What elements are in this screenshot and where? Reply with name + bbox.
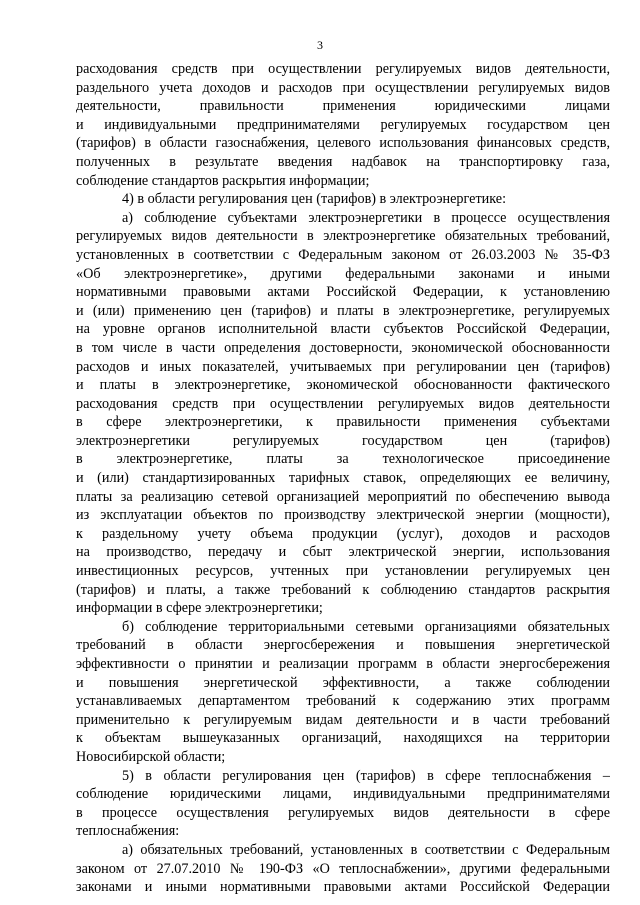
text-line: на производство, передачу и сбыт электрической энергии, использования [76, 544, 610, 561]
text-line: инвестиционных ресурсов, учтенных при установлении регулируемых цен [76, 563, 610, 580]
text-line: и (или) применению цен (тарифов) и платы в электроэнергетике, регулируемых [76, 302, 610, 319]
page-number: 3 [317, 38, 323, 52]
text-line: соблюдение стандартов раскрытия информации; [76, 172, 370, 189]
text-line: в сфере электроэнергетики, к правильности применения субъектами [76, 414, 610, 431]
text-line: деятельности, правильности применения юридическими лицами [76, 98, 610, 115]
body-text [76, 60, 610, 897]
text-line: и платы в электроэнергетике, экономической обоснованности фактического [76, 377, 610, 394]
text-line: б) соблюдение территориальными сетевыми организациями обязательных [122, 618, 610, 635]
text-line: нормативными правовыми актами Российской Федерации, к установлению [76, 284, 610, 301]
text-line: в том числе в части определения достоверности, экономической обоснованности [76, 339, 610, 356]
text-line: раздельного учета доходов и расходов при осуществлении регулируемых видов [76, 79, 610, 96]
text-line: устанавливаемых департаментом требований к содержанию этих программ [76, 693, 610, 710]
text-line: электроэнергетики регулируемых государством цен (тарифов) [76, 432, 610, 449]
text-line: а) соблюдение субъектами электроэнергетики в процессе осуществления [122, 209, 610, 226]
text-line: в процессе осуществления регулируемых видов деятельности в сфере [76, 804, 610, 821]
text-line: и (или) стандартизированных тарифных ставок, определяющих ее величину, [76, 470, 610, 487]
text-line: (тарифов) и платы, а также требований к соблюдению стандартов раскрытия [76, 581, 610, 598]
text-line: требований в области энергосбережения и повышения энергетической [76, 637, 610, 654]
text-line: информации в сфере электроэнергетики; [76, 600, 323, 617]
text-line: к объектам вышеуказанных организаций, находящихся на территории [76, 730, 610, 747]
text-line: и индивидуальными предпринимателями регулируемых государством цен [76, 116, 610, 133]
text-line: теплоснабжения: [76, 823, 180, 840]
text-line: расходования средств при осуществлении регулируемых видов деятельности [76, 395, 610, 412]
text-line: эффективности о принятии и реализации программ в области энергосбережения [76, 656, 610, 672]
text-line: (тарифов) в области газоснабжения, целевого использования финансовых средств, [76, 135, 610, 152]
text-line: применительно к регулируемым видам деятельности и в части требований [76, 711, 610, 728]
text-line: и повышения энергетической эффективности, а также соблюдении [76, 674, 610, 691]
text-line: соблюдение юридическими лицами, индивидуальными предпринимателями [76, 786, 610, 803]
text-line: расходов и иных показателей, учитываемых при регулировании цен (тарифов) [76, 358, 610, 375]
text-line: из эксплуатации объектов по производству электрической энергии (мощности), [76, 507, 610, 524]
text-line: к раздельному учету объема продукции (услуг), доходов и расходов [76, 525, 610, 542]
text-line: законом от 27.07.2010 № 190-ФЗ «О теплоснабжении», другими федеральными [76, 860, 610, 877]
text-line: расходования средств при осуществлении регулируемых видов деятельности, [76, 61, 610, 77]
text-line: регулируемых видов деятельности в электроэнергетике обязательных требований, [76, 228, 610, 245]
text-line: «Об электроэнергетике», другими федеральными законами и иными [76, 265, 610, 282]
text-line: Новосибирской области; [76, 748, 226, 765]
text-line: законами и иными нормативными правовыми актами Российской Федерации [76, 879, 610, 896]
text-line: на уровне органов исполнительной власти субъектов Российской Федерации, [76, 321, 610, 338]
text-line: установленных в соответствии с Федеральным законом от 26.03.2003 № 35-ФЗ [76, 246, 610, 263]
text-line: полученных в результате введения надбавок на транспортировку газа, [76, 153, 610, 170]
text-line: 4) в области регулирования цен (тарифов) в электроэнергетике: [122, 191, 507, 208]
text-line: 5) в области регулирования цен (тарифов) в сфере теплоснабжения – [122, 767, 610, 784]
text-line: платы за реализацию сетевой организацией мероприятий по обеспечению вывода [76, 488, 610, 505]
text-line: в электроэнергетике, платы за технологическое присоединение [76, 451, 610, 468]
text-line: а) обязательных требований, установленных в соответствии с Федеральным [122, 841, 610, 858]
